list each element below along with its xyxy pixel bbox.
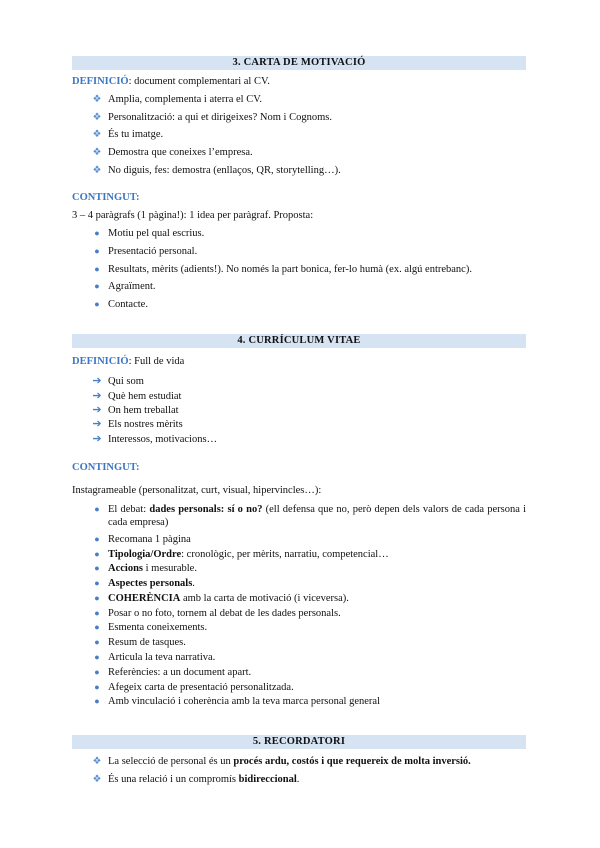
definition-line: [72, 75, 270, 88]
arrow-bullet-icon: ➔: [92, 404, 102, 416]
dot-bullet-icon: ●: [94, 696, 100, 706]
definition-text: : document complementari al CV.: [128, 76, 270, 87]
content-label: CONTINGUT:: [72, 462, 140, 473]
diamond-bullet-icon: ❖: [92, 756, 102, 767]
dot-bullet-icon: ●: [94, 264, 100, 274]
arrow-bullet-icon: ➔: [92, 418, 102, 430]
content-intro: Instagrameable (personalitzat, curt, visual, hipervincles…):: [72, 485, 322, 496]
dot-bullet-icon: ●: [94, 682, 100, 692]
diamond-bullet-icon: ❖: [92, 165, 102, 176]
dot-bullet-icon: ●: [94, 563, 100, 573]
arrow-bullet-icon: ➔: [92, 390, 102, 402]
diamond-bullet-icon: ❖: [92, 129, 102, 140]
dot-bullet-icon: ●: [94, 549, 100, 559]
diamond-bullet-icon: ❖: [92, 147, 102, 158]
dot-bullet-icon: ●: [94, 228, 100, 238]
definition-line: [72, 355, 184, 368]
dot-bullet-icon: ●: [94, 534, 100, 544]
diamond-bullet-icon: ❖: [92, 94, 102, 105]
dot-bullet-icon: ●: [94, 504, 100, 514]
arrow-bullet-icon: ➔: [92, 375, 102, 387]
definition-label: DEFINICIÓ: [72, 356, 129, 367]
dot-bullet-icon: ●: [94, 281, 100, 291]
dot-bullet-icon: ●: [94, 637, 100, 647]
section-heading-recordatori: 5. RECORDATORI: [72, 735, 526, 749]
dot-bullet-icon: ●: [94, 593, 100, 603]
dot-bullet-icon: ●: [94, 667, 100, 677]
document-page: 3. CARTA DE MOTIVACIÓ DEFINICIÓ: document complementari al CV. ❖ Amplia, complementa i aterra el CV. ❖ Personalització: a qui et dirigeixes? Nom i Cognoms. ❖ És tu imatge. ❖ Demostra que coneixes l’empresa. ❖ No diguis, fes: demostra (enllaços, QR, storytelling…). CONTINGUT: 3 – 4 paràgrafs (1 pàgina!): 1 idea per paràgraf. Proposta: ● Motiu pel qual escrius. ● Presentació personal. ● Resultats, mèrits (adients!). No només la part bonica, fer-lo humà (ex. algú entrebanc). ● Agraïment. ● Contacte. 4. CURRÍCULUM VITAE DEFINICIÓ: Full de vida ➔ Qui som ➔ Què hem estudiat ➔ On hem treballat ➔ Els nostres mèrits ➔ Interessos, motivacions… CONTINGUT: Instagrameable (personalitzat, curt, visual, hipervincles…): ● El debat: dades personals: sí o no? (ell defensa que no, però depen dels valors de cada persona i cada empresa) ● Recomana 1 pàgina ● Tipologia/Ordre: cronològic, per mèrits, narratiu, competencial… ● Accions i mesurable. ● Aspectes personals. ● COHERÈNCIA amb la carta de motivació (i viceversa). ● Posar o no foto, tornem al debat de les dades personals. ● Esmenta coneixements. ● Resum de tasques. ● Articula la teva narrativa. ● Referències: a un document apart. ● Afegeix carta de presentació personalitzada. ● Amb vinculació i coherència amb la teva marca personal general 5. RECORDATORI ❖ La selecció de personal és un procés ardu, costós i que requereix de molta inversió. ❖ És una relació i un compromís bidireccional.: [72, 57, 526, 785]
dot-bullet-icon: ●: [94, 299, 100, 309]
content-label: CONTINGUT:: [72, 192, 140, 203]
dot-bullet-icon: ●: [94, 652, 100, 662]
dot-bullet-icon: ●: [94, 578, 100, 588]
diamond-bullet-icon: ❖: [92, 112, 102, 123]
content-intro: 3 – 4 paràgrafs (1 pàgina!): 1 idea per paràgraf. Proposta:: [72, 210, 314, 221]
dot-bullet-icon: ●: [94, 608, 100, 618]
definition-text: : Full de vida: [128, 356, 185, 367]
section-heading-carta-motivacio: 3. CARTA DE MOTIVACIÓ: [72, 56, 526, 70]
arrow-bullet-icon: ➔: [92, 433, 102, 445]
definition-label: DEFINICIÓ: [72, 76, 129, 87]
section-heading-curriculum-vitae: 4. CURRÍCULUM VITAE: [72, 334, 526, 348]
diamond-bullet-icon: ❖: [92, 774, 102, 785]
dot-bullet-icon: ●: [94, 622, 100, 632]
dot-bullet-icon: ●: [94, 246, 100, 256]
